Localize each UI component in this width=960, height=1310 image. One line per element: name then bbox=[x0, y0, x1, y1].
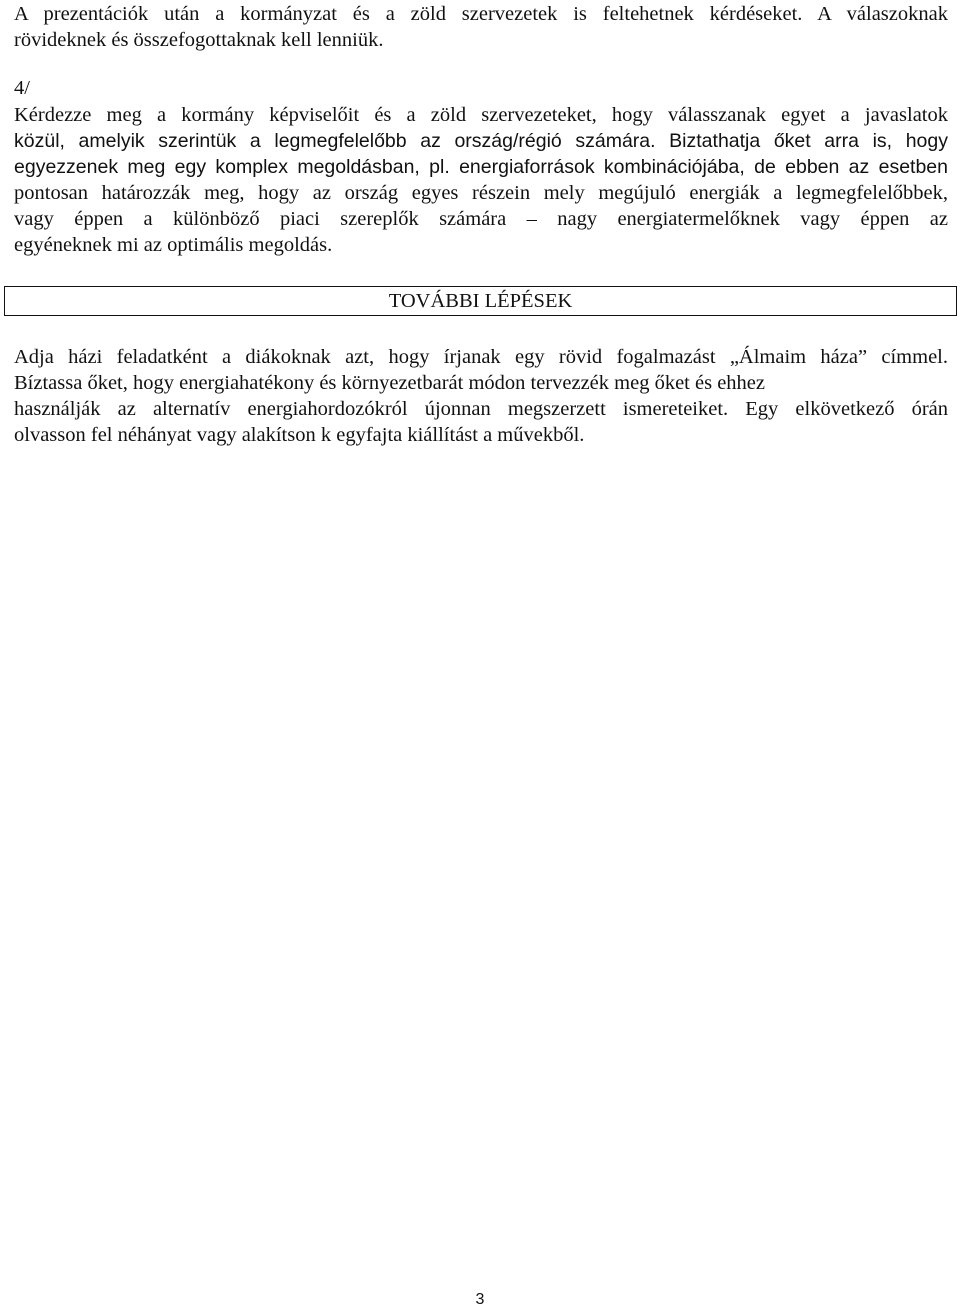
text-line: Bíztassa őket, hogy energiahatékony és környezetbarát módon tervezzék meg őket és ehhez bbox=[14, 372, 765, 394]
text-line: A prezentációk után a kormányzat és a zöld szervezetek is feltehetnek kérdéseket. A válaszoknak bbox=[14, 3, 948, 25]
text-line: egyéneknek mi az optimális megoldás. bbox=[14, 234, 333, 256]
text-line: vagy éppen a különböző piaci szereplők számára – nagy energiatermelőknek vagy éppen az bbox=[14, 208, 948, 230]
page-number: 3 bbox=[475, 1291, 485, 1308]
item-number bbox=[14, 75, 948, 101]
section-heading-box bbox=[4, 286, 957, 316]
text-line: közül, amelyik szerintük a legmegfelelőbb az ország/régió számára. Biztathatja őket arra is, hogy bbox=[14, 130, 948, 152]
item-number-label: 4/ bbox=[14, 77, 30, 99]
section-heading: TOVÁBBI LÉPÉSEK bbox=[388, 290, 573, 312]
text-line: pontosan határozzák meg, hogy az ország egyes részein mely megújuló energiák a legmegfelelőbbek, bbox=[14, 182, 948, 204]
text-line: használják az alternatív energiahordozókról újonnan megszerzett ismereteiket. Egy elkövetkező órán bbox=[14, 398, 948, 420]
next-steps-paragraph bbox=[14, 344, 948, 448]
task-paragraph bbox=[14, 102, 948, 258]
text-line: olvasson fel néhányat vagy alakítson k egyfajta kiállítást a művekből. bbox=[14, 424, 585, 446]
text-line: rövideknek és összefogottaknak kell lenniük. bbox=[14, 29, 384, 51]
intro-paragraph bbox=[14, 1, 948, 53]
text-line: Adja házi feladatként a diákoknak azt, hogy írjanak egy rövid fogalmazást „Álmaim háza” címmel. bbox=[14, 346, 948, 368]
text-line: egyezzenek meg egy komplex megoldásban, pl. energiaforrások kombinációjába, de ebben az esetben bbox=[14, 156, 948, 178]
text-line: Kérdezze meg a kormány képviselőit és a zöld szervezeteket, hogy válasszanak egyet a javaslatok bbox=[14, 104, 948, 126]
